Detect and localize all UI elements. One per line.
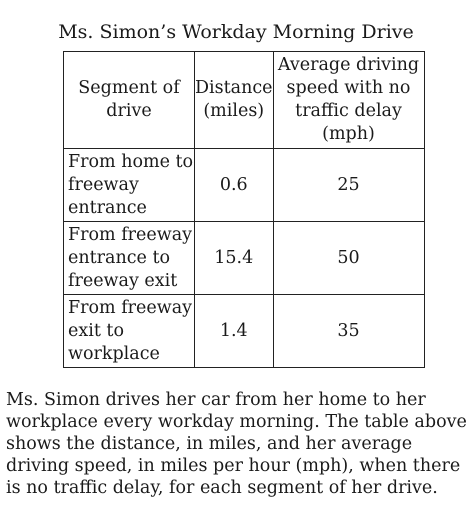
table-row: [64, 222, 425, 295]
segment-cell: From freeway entrance to freeway exit: [64, 222, 195, 295]
table-header-row: [64, 52, 425, 149]
distance-cell: 15.4: [195, 222, 274, 295]
header-speed: Average driving speed with no traffic delay (mph): [273, 52, 424, 149]
drive-table: [63, 51, 425, 368]
segment-cell: From freeway exit to workplace: [64, 295, 195, 368]
distance-cell: 0.6: [195, 149, 274, 222]
speed-cell: 35: [273, 295, 424, 368]
description-paragraph: Ms. Simon drives her car from her home to her workplace every workday morning. The table above shows the distance, in miles, and her average driving speed, in miles per hour (mph), when there is no traffic delay, for each segment of her drive.: [6, 390, 467, 498]
table-row: [64, 295, 425, 368]
segment-cell: From home to freeway entrance: [64, 149, 195, 222]
table-title: Ms. Simon’s Workday Morning Drive: [58, 21, 414, 43]
speed-cell: 50: [273, 222, 424, 295]
header-distance: Distance (miles): [195, 52, 274, 149]
speed-cell: 25: [273, 149, 424, 222]
distance-cell: 1.4: [195, 295, 274, 368]
table-row: [64, 149, 425, 222]
header-segment: Segment of drive: [64, 52, 195, 149]
